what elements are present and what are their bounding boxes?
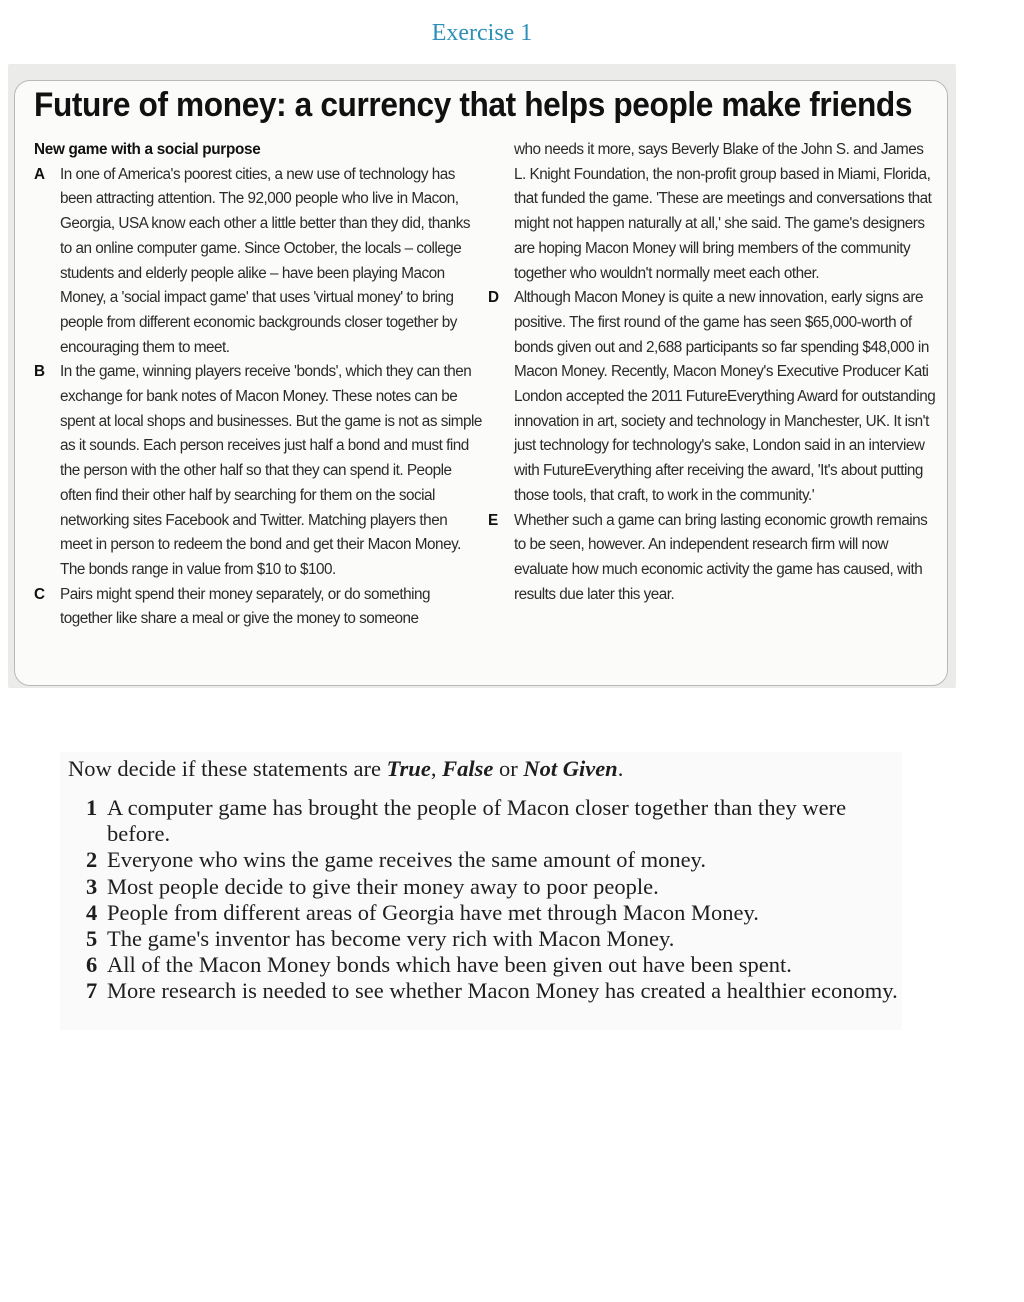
paragraph-c — [34, 583, 482, 632]
paragraph-letter: D — [488, 289, 499, 307]
paragraph-e — [488, 509, 938, 608]
paragraph-text: In one of America's poorest cities, a new use of technology has been attracting attention. The 92,000 people who live in Macon, Georgia, USA know each other a little better than they did, thanks to an online computer game. Since October, the locals – college students and elderly people alike – have been playing Macon Money, a 'social impact game' that uses 'virtual money' to bring people from different economic backgrounds closer together by encouraging them to meet. — [60, 165, 471, 356]
statement-item — [86, 847, 906, 873]
statement-number: 4 — [86, 899, 98, 925]
instruction-lead: Now decide if these statements are — [68, 756, 387, 781]
paragraph-text: Pairs might spend their money separately, or do something together like share a meal or give the money to someone — [60, 585, 430, 628]
paragraph-letter: B — [34, 363, 45, 381]
exercise-title: Exercise 1 — [431, 20, 533, 46]
instruction-end: . — [617, 756, 624, 781]
paragraph-a — [34, 163, 482, 361]
statement-item — [86, 926, 906, 952]
statement-number: 3 — [86, 873, 98, 899]
statement-list — [86, 795, 906, 1005]
article-column-right — [488, 138, 938, 607]
article-subheading: New game with a social purpose — [34, 141, 261, 158]
statement-text: All of the Macon Money bonds which have been given out have been spent. — [107, 952, 792, 978]
statement-text: The game's inventor has become very rich with Macon Money. — [107, 926, 675, 952]
statement-item — [86, 795, 906, 847]
statement-number: 5 — [86, 926, 98, 952]
paragraph-b — [34, 360, 482, 582]
statement-item — [86, 978, 906, 1004]
statement-item — [86, 874, 906, 900]
statement-item — [86, 900, 906, 926]
option-true: True — [386, 756, 431, 781]
statement-text: Most people decide to give their money away to poor people. — [107, 873, 659, 899]
article-headline: Future of money: a currency that helps people make friends — [34, 86, 913, 124]
paragraph-letter: A — [34, 165, 45, 183]
statement-text: A computer game has brought the people of Macon closer together than they were before. — [107, 795, 847, 847]
paragraph-d — [488, 286, 938, 508]
paragraph-letter: E — [488, 511, 498, 529]
statement-text: People from different areas of Georgia have met through Macon Money. — [107, 899, 759, 925]
instruction-separator: , — [430, 756, 443, 781]
paragraph-text: who needs it more, says Beverly Blake of the John S. and James L. Knight Foundation, the non-profit group based in Miami, Florida, that funded the game. 'These are meetings and conversations that might not happen naturally at all,' she said. The game's designers are hoping Macon Money will bring members of the community together who wouldn't normally meet each other. — [514, 141, 932, 282]
paragraph-letter: C — [34, 585, 45, 603]
statement-number: 6 — [86, 952, 98, 978]
paragraph-text: In the game, winning players receive 'bonds', which they can then exchange for bank notes of Macon Money. These notes can be spent at local shops and businesses. But the game is not as simple as it sounds. Each person receives just half a bond and must find the person with the other half so that they can spend it. People often find their other half by searching for them on the social networking sites Facebook and Twitter. Matching players then meet in person to redeem the bond and get their Macon Money. The bonds range in value from $10 to $100. — [60, 363, 482, 578]
option-not-given: Not Given — [523, 756, 618, 781]
statement-number: 1 — [86, 795, 98, 820]
instruction-separator: or — [493, 756, 524, 781]
statement-number: 2 — [86, 847, 98, 873]
article-column-left — [34, 138, 482, 632]
paragraph-c-continued — [488, 138, 938, 286]
statement-number: 7 — [86, 978, 98, 1004]
questions-instruction — [68, 756, 898, 782]
statement-text: Everyone who wins the game receives the same amount of money. — [107, 847, 706, 873]
paragraph-text: Whether such a game can bring lasting economic growth remains to be seen, however. An independent research firm will now evaluate how much economic activity the game has caused, with results due later this year. — [514, 511, 928, 603]
statement-text: More research is needed to see whether Macon Money has created a healthier economy. — [107, 978, 898, 1004]
statement-item — [86, 952, 906, 978]
option-false: False — [442, 756, 494, 781]
paragraph-text: Although Macon Money is quite a new innovation, early signs are positive. The first round of the game has seen $65,000-worth of bonds given out and 2,688 participants so far spending $48,000 in Macon Money. Recently, Macon Money's Executive Producer Kati London accepted the 2011 FutureEverything Award for outstanding innovation in art, society and technology in Manchester, UK. It isn't just technology for technology's sake, London said in an interview with FutureEverything after receiving the award, 'It's about putting those tools, that craft, to work in the community.' — [514, 289, 936, 504]
